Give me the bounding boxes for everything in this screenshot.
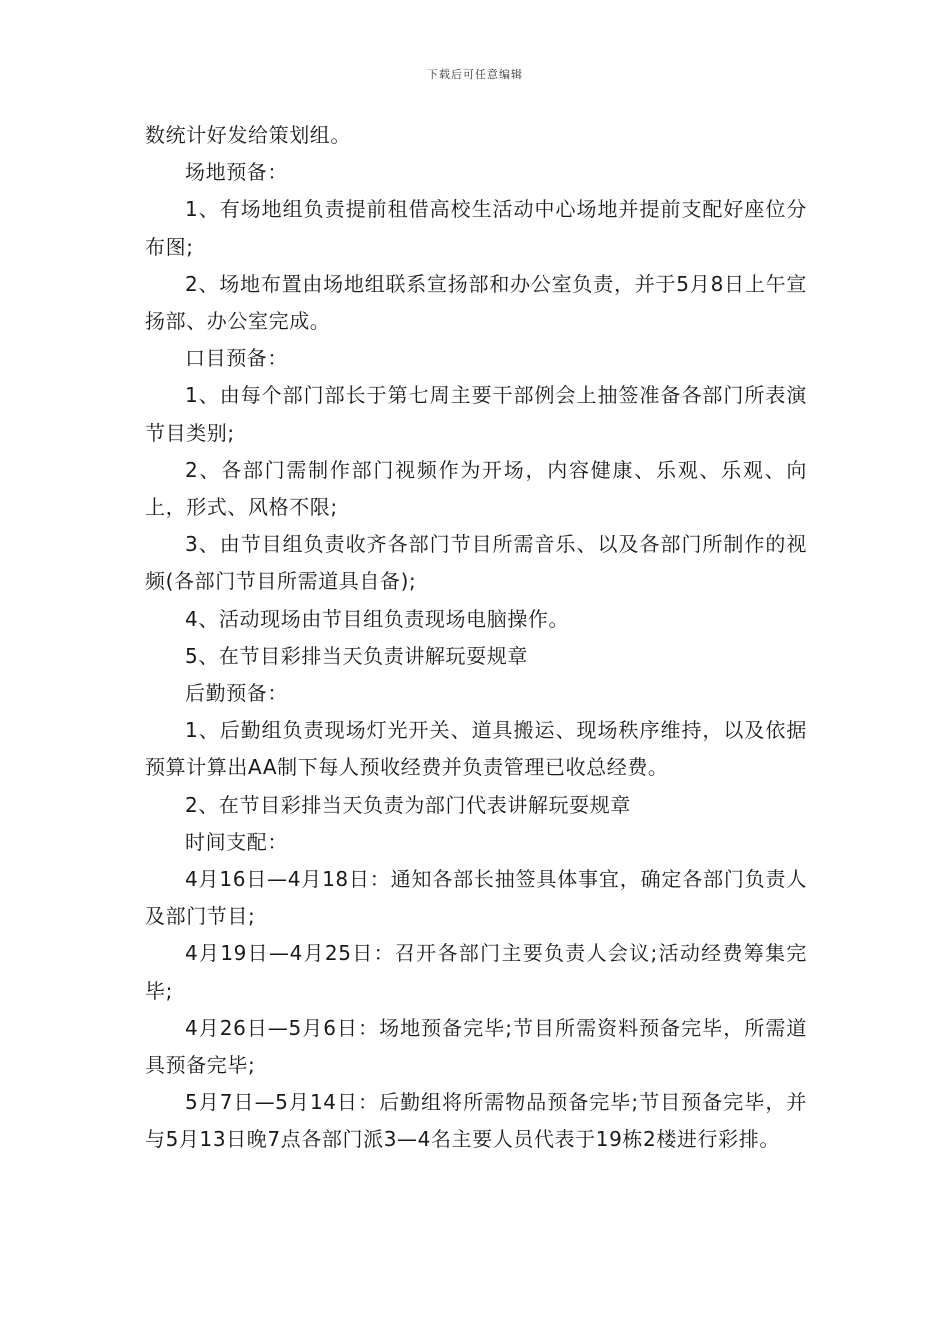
paragraph-program-item-2: 2、各部门需制作部门视频作为开场，内容健康、乐观、乐观、向上，形式、风格不限; <box>145 457 807 520</box>
paragraph-venue-item-1: 1、有场地组负责提前租借高校生活动中心场地并提前支配好座位分布图; <box>145 197 807 259</box>
paragraph-continuation: 数统计好发给策划组。 <box>145 123 351 147</box>
paragraph-schedule-item-2: 4月19日—4月25日：召开各部门主要负责人会议;活动经费筹集完毕; <box>145 941 807 1003</box>
section-heading-schedule: 时间支配： <box>185 829 288 854</box>
paragraph-schedule-item-1: 4月16日—4月18日：通知各部长抽签具体事宜，确定各部门负责人及部门节目; <box>145 867 807 929</box>
paragraph-schedule-item-3: 4月26日—5月6日：场地预备完毕;节目所需资料预备完毕，所需道具预备完毕; <box>145 1015 807 1078</box>
section-heading-program: 口目预备： <box>185 346 288 371</box>
paragraph-venue-item-2: 2、场地布置由场地组联系宣扬部和办公室负责，并于5月8日上午宣扬部、办公室完成。 <box>145 271 807 334</box>
section-heading-venue: 场地预备： <box>185 160 288 185</box>
paragraph-program-item-1: 1、由每个部门部长于第七周主要干部例会上抽签准备各部门所表演节目类别; <box>145 383 807 445</box>
page-header: 下载后可任意编辑 <box>427 68 523 81</box>
paragraph-program-item-4: 4、活动现场由节目组负责现场电脑操作。 <box>185 606 570 631</box>
paragraph-logistics-item-1: 1、后勤组负责现场灯光开关、道具搬运、现场秩序维持，以及依据预算计算出AA制下每人预收经费并负责管理已收总经费。 <box>145 718 807 780</box>
paragraph-schedule-item-4: 5月7日—5月14日：后勤组将所需物品预备完毕;节目预备完毕，并与5月13日晚7点各部门派3—4名主要人员代表于19栋2楼进行彩排。 <box>145 1090 807 1152</box>
section-heading-logistics: 后勤预备： <box>185 681 288 706</box>
paragraph-program-item-5: 5、在节目彩排当天负责讲解玩耍规章 <box>185 643 528 668</box>
paragraph-logistics-item-2: 2、在节目彩排当天负责为部门代表讲解玩耍规章 <box>185 792 631 817</box>
document-body <box>145 117 807 1159</box>
paragraph-program-item-3: 3、由节目组负责收齐各部门节目所需音乐、以及各部门所制作的视频(各部门节目所需道具自备); <box>145 532 807 594</box>
